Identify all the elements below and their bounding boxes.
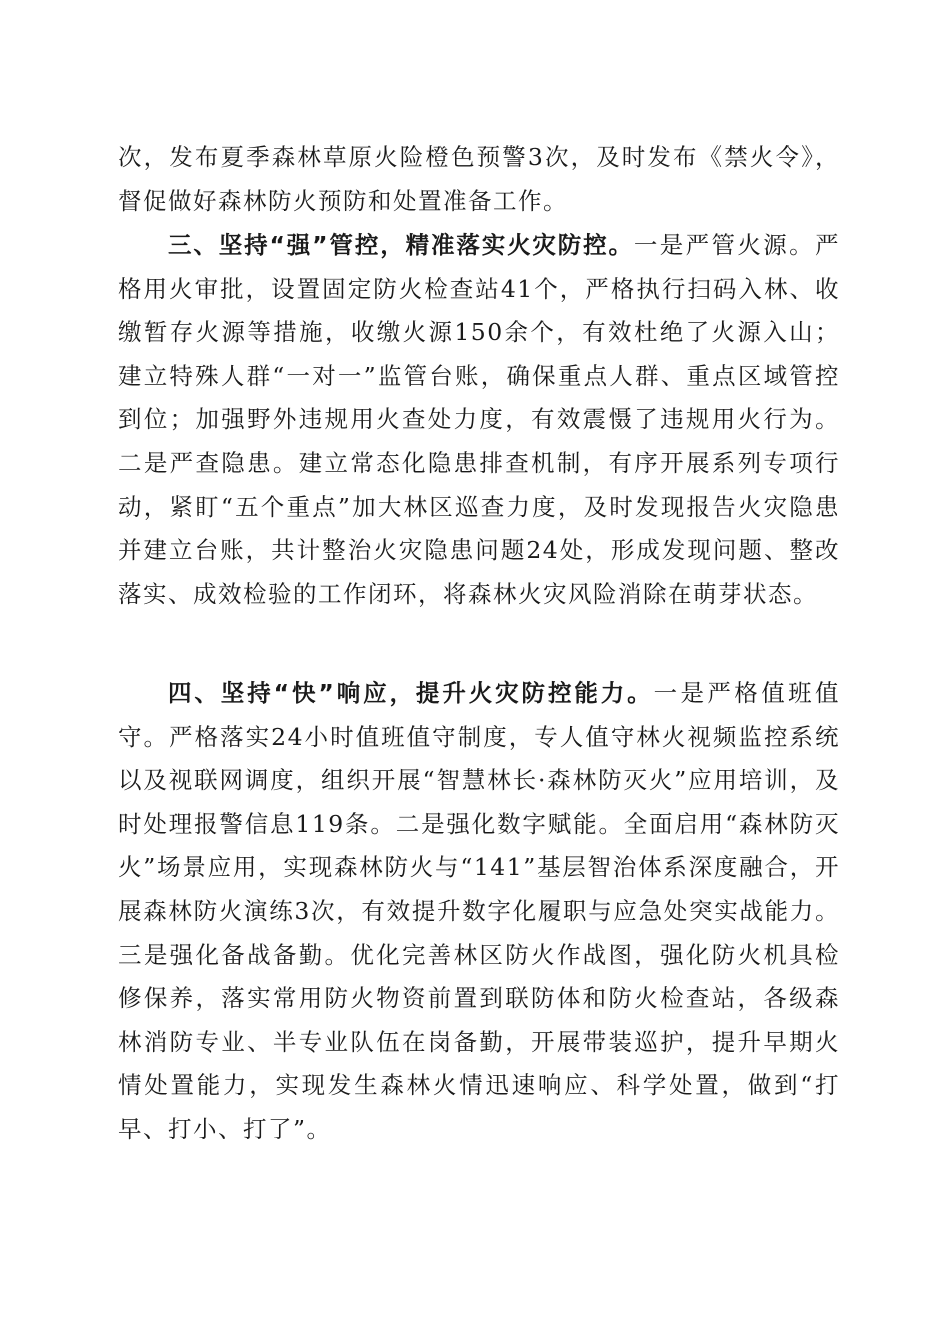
paragraph-text: 严格落实24小时值班值守制度，专人值守林火视频监控系统以及视联网调度，组织开展“智慧林长·森林防灭火”应用培训，及时处理报警信息119条。 [118,722,840,838]
lead-phrase: 二是强化数字赋能。 [395,809,624,838]
lead-phrase: 一是严格值班值守。 [118,679,841,751]
lead-phrase: 三是强化备战备勤。 [118,940,351,969]
paragraph-text: 建立常态化隐患排查机制，有序开展系列专项行动，紧盯“五个重点”加大林区巡查力度，及时发现报告火灾隐患并建立台账，共计整治火灾隐患问题24处，形成发现问题、整改落实、成效检验的工作闭环，将森林火灾风险消除在萌芽状态。 [118,448,841,608]
paragraph-continuation [118,136,840,223]
section-heading-three: 三、坚持“强”管控，精准落实火灾防控。 [168,231,634,259]
lead-phrase: 一是严管火源。 [633,231,816,259]
paragraph-text: 次，发布夏季森林草原火险橙色预警3次，及时发布《禁火令》，督促做好森林防火预防和处置准备工作。 [118,143,840,215]
paragraph-text: 优化完善林区防火作战图，强化防火机具检修保养，落实常用防火物资前置到联防体和防火检查站，各级森林消防专业、半专业队伍在岗备勤，开展带装巡护，提升早期火情处置能力，实现发生森林火情迅速响应、科学处置，做到“打早、打小、打了”。 [118,940,841,1143]
paragraph-response [118,672,840,1152]
paragraph-text: 严格用火审批，设置固定防火检查站41个，严格执行扫码入林、收缴暂存火源等措施，收缴火源150余个，有效杜绝了火源入山；建立特殊人群“一对一”监管台账，确保重点人群、重点区域管控到位；加强野外违规用火查处力度，有效震慑了违规用火行为。 [118,231,841,434]
section-heading-four: 四、坚持“快”响应，提升火灾防控能力。 [168,679,654,707]
paragraph-text: 全面启用“森林防灭火”场景应用，实现森林防火与“141”基层智治体系深度融合，开展森林防火演练3次，有效提升数字化履职与应急处突实战能力。 [118,809,840,925]
paragraph-fire-control [118,224,840,616]
lead-phrase: 二是严查隐患。 [118,448,299,477]
